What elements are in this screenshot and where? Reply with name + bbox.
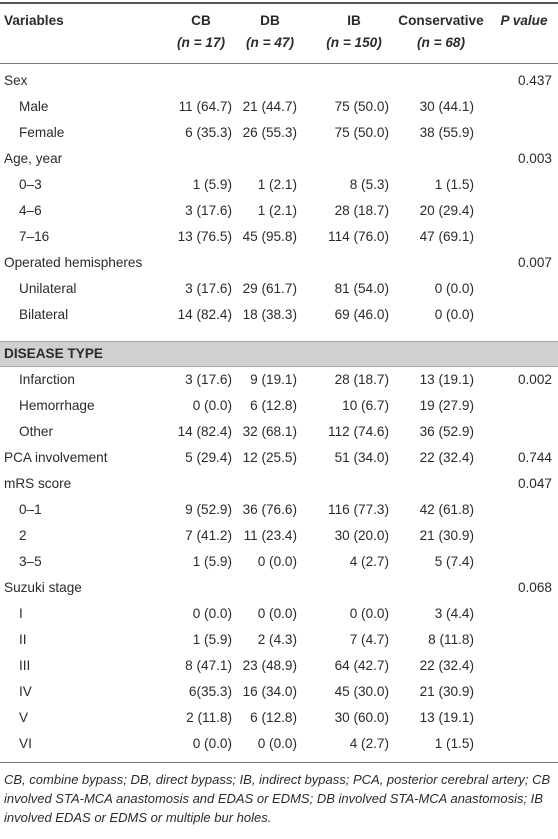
cell-conservative: 38 (55.9) bbox=[419, 125, 474, 140]
cell-cb: 13 (76.5) bbox=[177, 229, 232, 244]
cell-db: 0 (0.0) bbox=[257, 554, 297, 569]
cell-ib: 0 (0.0) bbox=[349, 606, 389, 621]
cell-db: 12 (25.5) bbox=[242, 450, 297, 465]
cell-ib: 45 (30.0) bbox=[334, 684, 389, 699]
bottom-rule bbox=[0, 762, 558, 763]
header-conservative: Conservative bbox=[398, 13, 484, 28]
cell-cb: 1 (5.9) bbox=[192, 554, 232, 569]
row-label: VI bbox=[19, 736, 32, 751]
cell-db: 2 (4.3) bbox=[257, 632, 297, 647]
row-label: 4–6 bbox=[19, 203, 42, 218]
cell-db: 32 (68.1) bbox=[242, 424, 297, 439]
cell-ib: 75 (50.0) bbox=[334, 125, 389, 140]
cell-db: 18 (38.3) bbox=[242, 307, 297, 322]
table-row bbox=[0, 250, 558, 276]
row-label: Bilateral bbox=[19, 307, 69, 322]
row-label: III bbox=[19, 658, 31, 673]
table-row bbox=[0, 68, 558, 94]
table-row bbox=[0, 653, 558, 679]
table-row bbox=[0, 276, 558, 302]
cell-conservative: 8 (11.8) bbox=[428, 632, 474, 647]
table-row bbox=[0, 120, 558, 146]
cell-db: 0 (0.0) bbox=[257, 736, 297, 751]
cell-cb: 1 (5.9) bbox=[192, 177, 232, 192]
cell-conservative: 36 (52.9) bbox=[419, 424, 474, 439]
header-ib-n: (n = 150) bbox=[326, 35, 382, 50]
row-label: 0–1 bbox=[19, 502, 42, 517]
cell-ib: 28 (18.7) bbox=[334, 203, 389, 218]
cell-p-value: 0.068 bbox=[517, 580, 552, 595]
cell-conservative: 0 (0.0) bbox=[434, 307, 474, 322]
table-header bbox=[0, 8, 558, 60]
cell-cb: 14 (82.4) bbox=[177, 307, 232, 322]
top-rule bbox=[0, 2, 558, 4]
cell-conservative: 1 (1.5) bbox=[434, 177, 474, 192]
cell-cb: 3 (17.6) bbox=[185, 281, 232, 296]
cell-db: 45 (95.8) bbox=[242, 229, 297, 244]
cell-db: 11 (23.4) bbox=[243, 528, 297, 543]
cell-cb: 0 (0.0) bbox=[192, 398, 232, 413]
cell-conservative: 47 (69.1) bbox=[419, 229, 474, 244]
cell-db: 6 (12.8) bbox=[250, 710, 297, 725]
table-row bbox=[0, 679, 558, 705]
cell-cb: 5 (29.4) bbox=[185, 450, 232, 465]
cell-ib: 114 (76.0) bbox=[328, 229, 389, 244]
row-label: 0–3 bbox=[19, 177, 42, 192]
row-label: Age, year bbox=[4, 151, 63, 166]
row-label: Male bbox=[19, 99, 49, 114]
cell-p-value: 0.437 bbox=[517, 73, 552, 88]
cell-ib: 28 (18.7) bbox=[334, 372, 389, 387]
cell-cb: 6(35.3) bbox=[188, 684, 232, 699]
table-row bbox=[0, 575, 558, 601]
row-label: Other bbox=[19, 424, 53, 439]
header-conservative-n: (n = 68) bbox=[417, 35, 465, 50]
cell-cb: 11 (64.7) bbox=[178, 99, 232, 114]
cell-ib: 10 (6.7) bbox=[342, 398, 389, 413]
cell-conservative: 5 (7.4) bbox=[434, 554, 474, 569]
cell-p-value: 0.047 bbox=[517, 476, 552, 491]
header-variables: Variables bbox=[4, 13, 64, 28]
table-row bbox=[0, 224, 558, 250]
cell-cb: 2 (11.8) bbox=[186, 710, 232, 725]
header-p-value: P value bbox=[500, 13, 548, 28]
cell-conservative: 21 (30.9) bbox=[419, 528, 474, 543]
cell-cb: 3 (17.6) bbox=[185, 372, 232, 387]
table-row bbox=[0, 198, 558, 224]
table-row bbox=[0, 705, 558, 731]
table-row bbox=[0, 601, 558, 627]
table-row bbox=[0, 172, 558, 198]
cell-ib: 4 (2.7) bbox=[349, 736, 389, 751]
cell-ib: 8 (5.3) bbox=[349, 177, 389, 192]
cell-conservative: 21 (30.9) bbox=[419, 684, 474, 699]
row-label: II bbox=[19, 632, 27, 647]
cell-ib: 64 (42.7) bbox=[334, 658, 389, 673]
cell-ib: 30 (20.0) bbox=[334, 528, 389, 543]
cell-conservative: 30 (44.1) bbox=[419, 99, 474, 114]
table-row bbox=[0, 497, 558, 523]
cell-db: 0 (0.0) bbox=[257, 606, 297, 621]
cell-cb: 14 (82.4) bbox=[177, 424, 232, 439]
cell-db: 29 (61.7) bbox=[242, 281, 297, 296]
row-label: PCA involvement bbox=[4, 450, 108, 465]
cell-db: 9 (19.1) bbox=[250, 372, 297, 387]
cell-db: 1 (2.1) bbox=[257, 177, 297, 192]
cell-db: 23 (48.9) bbox=[242, 658, 297, 673]
row-label: 3–5 bbox=[19, 554, 42, 569]
cell-db: 36 (76.6) bbox=[242, 502, 297, 517]
header-ib: IB bbox=[347, 13, 361, 28]
cell-conservative: 13 (19.1) bbox=[419, 372, 474, 387]
cell-ib: 7 (4.7) bbox=[349, 632, 389, 647]
row-label: Operated hemispheres bbox=[4, 255, 143, 270]
table-row bbox=[0, 731, 558, 757]
cell-db: 21 (44.7) bbox=[242, 99, 297, 114]
table-row bbox=[0, 146, 558, 172]
cell-ib: 4 (2.7) bbox=[349, 554, 389, 569]
header-cb: CB bbox=[191, 13, 211, 28]
header-db: DB bbox=[260, 13, 280, 28]
row-label: Sex bbox=[4, 73, 28, 88]
cell-p-value: 0.007 bbox=[517, 255, 552, 270]
row-label: IV bbox=[19, 684, 32, 699]
cell-p-value: 0.744 bbox=[517, 450, 552, 465]
cell-conservative: 0 (0.0) bbox=[434, 281, 474, 296]
row-label: I bbox=[19, 606, 23, 621]
table-row bbox=[0, 419, 558, 445]
row-label: Hemorrhage bbox=[19, 398, 95, 413]
cell-conservative: 22 (32.4) bbox=[419, 658, 474, 673]
row-label: 2 bbox=[19, 528, 27, 543]
cell-ib: 30 (60.0) bbox=[334, 710, 389, 725]
row-label: mRS score bbox=[4, 476, 72, 491]
section-label: DISEASE TYPE bbox=[4, 346, 103, 361]
header-cb-n: (n = 17) bbox=[177, 35, 225, 50]
cell-ib: 81 (54.0) bbox=[334, 281, 389, 296]
cell-cb: 0 (0.0) bbox=[192, 736, 232, 751]
row-label: V bbox=[19, 710, 29, 725]
section-band-disease-type bbox=[0, 341, 558, 367]
cell-conservative: 13 (19.1) bbox=[419, 710, 474, 725]
cell-db: 26 (55.3) bbox=[242, 125, 297, 140]
table-row bbox=[0, 367, 558, 393]
table-row bbox=[0, 523, 558, 549]
row-label: Suzuki stage bbox=[4, 580, 82, 595]
row-label: 7–16 bbox=[19, 229, 50, 244]
cell-conservative: 20 (29.4) bbox=[419, 203, 474, 218]
cell-conservative: 19 (27.9) bbox=[419, 398, 474, 413]
row-label: Female bbox=[19, 125, 65, 140]
cell-ib: 69 (46.0) bbox=[334, 307, 389, 322]
row-label: Unilateral bbox=[19, 281, 77, 296]
cell-cb: 7 (41.2) bbox=[185, 528, 232, 543]
cell-cb: 6 (35.3) bbox=[185, 125, 232, 140]
header-db-n: (n = 47) bbox=[246, 35, 294, 50]
cell-db: 6 (12.8) bbox=[250, 398, 297, 413]
cell-ib: 116 (77.3) bbox=[328, 502, 389, 517]
cell-cb: 9 (52.9) bbox=[185, 502, 232, 517]
table-row bbox=[0, 393, 558, 419]
cell-conservative: 42 (61.8) bbox=[419, 502, 474, 517]
table-row bbox=[0, 445, 558, 471]
cell-cb: 8 (47.1) bbox=[185, 658, 232, 673]
cell-db: 1 (2.1) bbox=[257, 203, 297, 218]
header-rule bbox=[0, 63, 558, 64]
table-row bbox=[0, 302, 558, 328]
cell-db: 16 (34.0) bbox=[242, 684, 297, 699]
table-row bbox=[0, 549, 558, 575]
cell-cb: 0 (0.0) bbox=[192, 606, 232, 621]
cell-ib: 51 (34.0) bbox=[334, 450, 389, 465]
cell-ib: 112 (74.6) bbox=[328, 424, 389, 439]
cell-ib: 75 (50.0) bbox=[334, 99, 389, 114]
cell-p-value: 0.002 bbox=[517, 372, 552, 387]
table-row bbox=[0, 471, 558, 497]
table-row bbox=[0, 627, 558, 653]
cell-cb: 3 (17.6) bbox=[185, 203, 232, 218]
cell-p-value: 0.003 bbox=[517, 151, 552, 166]
table-row bbox=[0, 94, 558, 120]
row-label: Infarction bbox=[19, 372, 75, 387]
cell-cb: 1 (5.9) bbox=[192, 632, 232, 647]
cell-conservative: 1 (1.5) bbox=[434, 736, 474, 751]
cell-conservative: 22 (32.4) bbox=[419, 450, 474, 465]
cell-conservative: 3 (4.4) bbox=[434, 606, 474, 621]
table-footnote: CB, combine bypass; DB, direct bypass; IB, indirect bypass; PCA, posterior cerebral artery; CB involved STA-MCA anastomosis and EDAS or EDMS; DB involved STA-MCA anastomosis; IB involved EDAS or EDMS or multiple bur holes. bbox=[4, 772, 551, 825]
